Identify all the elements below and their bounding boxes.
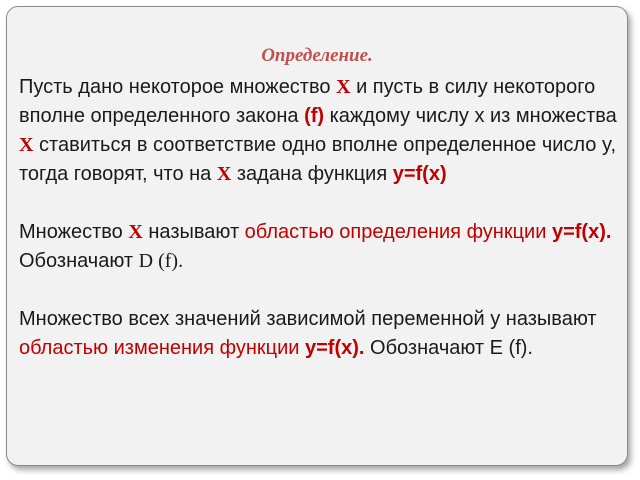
paragraph-spacer <box>19 276 619 305</box>
function-formula: y=f(x) <box>392 163 447 185</box>
text-fragment: Пусть дано некоторое множество <box>19 76 337 98</box>
function-formula: y=f(x). <box>551 221 612 243</box>
domain-notation: D (f). <box>138 250 184 272</box>
range-term: областью изменения функции <box>19 337 300 359</box>
text-fragment: Множество всех значений зависимой переменной y называют <box>19 308 597 330</box>
law-f-symbol: (f) <box>304 105 325 127</box>
text-fragment: Обозначают <box>19 250 139 272</box>
set-x-symbol: X <box>19 134 34 156</box>
definition-body <box>19 73 619 363</box>
range-notation: E (f). <box>489 337 533 359</box>
paragraph-range <box>19 305 619 363</box>
paragraph-definition <box>19 73 619 189</box>
set-x-symbol: X <box>128 221 143 243</box>
content-card <box>6 6 628 466</box>
text-fragment: и пусть в силу некоторого вполне определенного закона <box>19 76 596 127</box>
set-x-symbol: X <box>216 163 232 185</box>
text-fragment: задана функция <box>231 163 393 185</box>
text-fragment: называют <box>142 221 245 243</box>
paragraph-spacer <box>19 189 619 218</box>
text-fragment: Обозначают <box>364 337 490 359</box>
text-fragment: ставиться в соответствие одно вполне определенное число y, тогда говорят, что на <box>19 134 617 185</box>
set-x-symbol: X <box>336 76 351 98</box>
slide-title: Определение. <box>261 45 373 66</box>
text-fragment: каждому числу x из множества <box>324 105 617 127</box>
function-formula: y=f(x). <box>304 337 365 359</box>
paragraph-domain <box>19 218 619 276</box>
text-fragment: Множество <box>19 221 129 243</box>
domain-term: областью определения функции <box>244 221 547 243</box>
